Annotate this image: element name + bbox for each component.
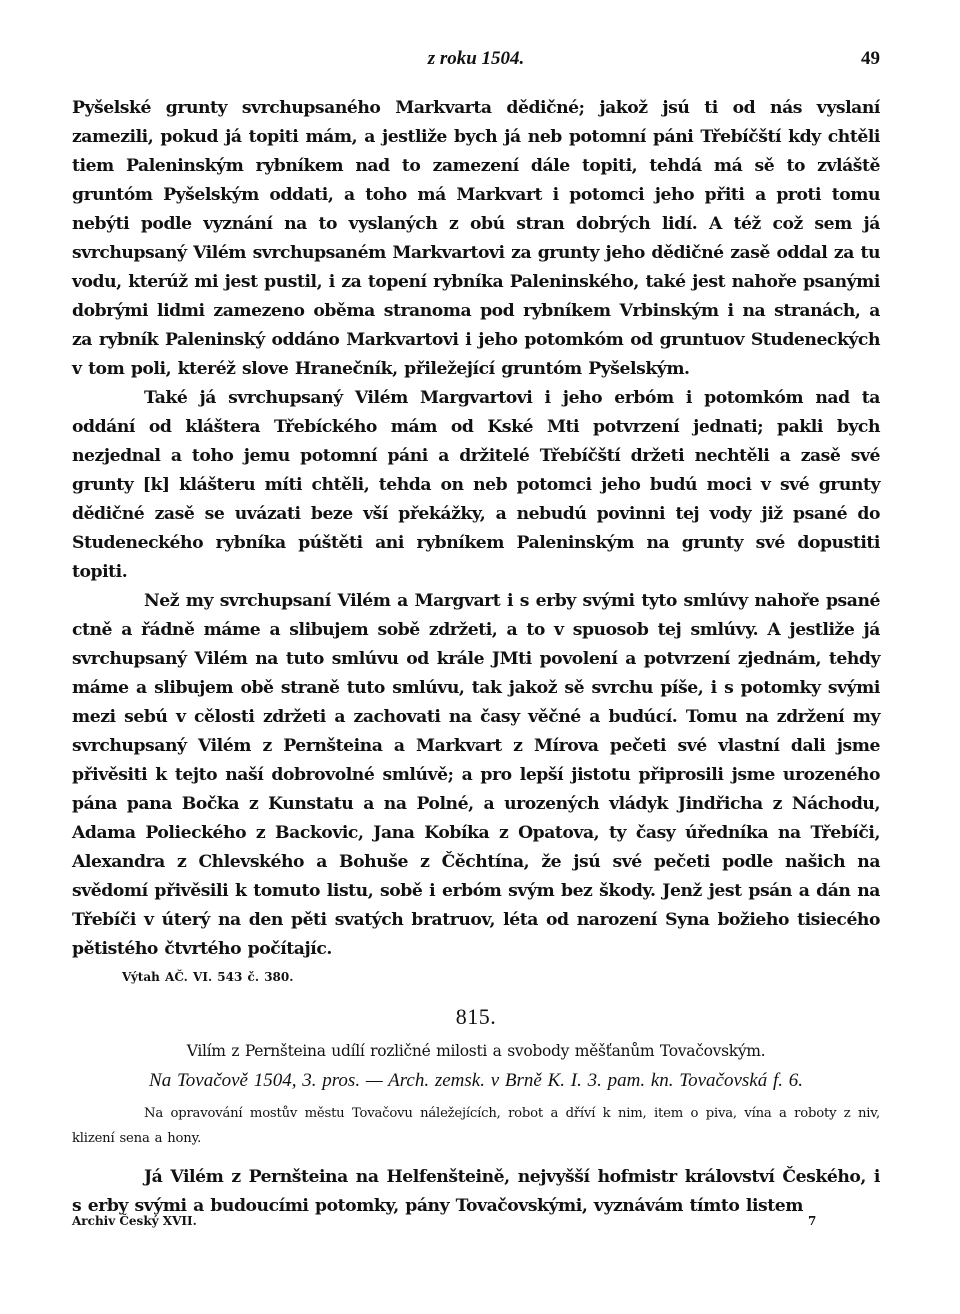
body-paragraph: Než my svrchupsaní Vilém a Margvart i s erby svými tyto smlúvy nahoře psané ctně a řádně máme a slibujem sobě zdržeti, a to v spuosob tej smlúvy. A jestliže já svrchupsaný Vilém na tuto smlúvu od krále JMti povolení a potvrzení zjednám, tehdy máme a slibujem obě straně tuto smlúvu, tak jakož sě svrchu píše, i s potomky svými mezi sebú v cělosti zdržeti a zachovati na časy věčné a budúcí. Tomu na zdržení my svrchupsaný Vilém z Pernšteina a Markvart z Mírova pečeti své vlastní dali jsme přivěsiti k tejto naší dobrovolné smlúvě; a pro lepší jistotu připrosili jsme urozeného pána pana Bočka z Kunstatu a na Polné, a urozených vládyk Jindřicha z Náchodu, Adama Polieckého z Backovic, Jana Kobíka z Opatova, ty časy úředníka na Třebíči, Alexandra z Chlevského a Bohuše z Čěchtína, že jsú své pečeti podle našich na svědomí přivěsili k tomuto listu, sobě i erbóm svým bez škody. Jenž jest psán a dán na Třebíči v úterý na den pěti svatých bratruov, léta od narození Syna božieho tisiecého pětistého čtvrtého počítajíc. <box>72 591 880 959</box>
document-citation: Na Tovačově 1504, 3. pros. — Arch. zemsk. v Brně K. I. 3. pam. kn. Tovačovská f. 6. <box>149 1070 803 1091</box>
document-summary: Vilím z Pernšteina udílí rozličné milosti a svobody měšťanům Tovačovským. <box>186 1042 766 1060</box>
page-body <box>72 94 880 1221</box>
printer-signature: Archiv Český XVII. <box>72 1214 197 1228</box>
running-head <box>72 48 880 74</box>
document-abstract: Na opravování mostův městu Tovačovu náležejících, robot a dříví k nim, item o piva, vína a roboty z niv, klizení sena a hony. <box>72 1106 880 1146</box>
page-number: 49 <box>861 48 880 69</box>
document-opening-paragraph: Já Vilém z Pernšteina na Helfenšteině, nejvyšší hofmistr království Českého, i s erby svými a budoucími potomky, pány Tovačovskými, vyznávám tímto listem <box>72 1167 880 1216</box>
document-number: 815. <box>455 1004 497 1029</box>
page-footer <box>72 1214 880 1234</box>
running-title: z roku 1504. <box>427 48 525 69</box>
sheet-number: 7 <box>808 1214 817 1228</box>
body-paragraph: Pyšelské grunty svrchupsaného Markvarta dědičné; jakož jsú ti od nás vyslaní zamezili, pokud já topiti mám, a jestliže bych já neb potomní páni Třebíčští kdy chtěli tiem Paleninským rybníkem nad to zamezení dále topiti, tehdá má sě to zvláště gruntóm Pyšelským oddati, a toho má Markvart i potomci jeho přiti a proti tomu nebýti podle vyznání na to vyslaných z obú stran dobrých lidí. A též což sem já svrchupsaný Vilém svrchupsaném Markvartovi za grunty jeho dědičné zasě oddal za tu vodu, kterúž mi jest pustil, i za topení rybníka Paleninského, také jest nahoře psanými dobrými lidmi zamezeno oběma stranoma pod rybníkem Vrbinským i na stranách, a za rybník Paleninský oddáno Markvartovi i jeho potomkóm od gruntuov Studeneckých v tom poli, kteréž slove Hranečník, přiležející gruntóm Pyšelským. <box>72 98 880 379</box>
body-paragraph: Také já svrchupsaný Vilém Margvartovi i jeho erbóm i potomkóm nad ta oddání od kláštera Třebíckého mám od Kské Mti potvrzení jednati; pakli bych nezjednal a toho jemu potomní páni a držitelé Třebíčští držeti nechtěli a zasě své grunty [k] klášteru míti chtěli, tehda on neb potomci jeho budú moci v své grunty dědičné zasě se uvázati beze vší překážky, a nebudú povinni tej vody již psané do Studeneckého rybníka púštěti ani rybníkem Paleninským na grunty své dopustiti topiti. <box>72 388 880 582</box>
source-note: Výtah AČ. VI. 543 č. 380. <box>122 970 294 984</box>
